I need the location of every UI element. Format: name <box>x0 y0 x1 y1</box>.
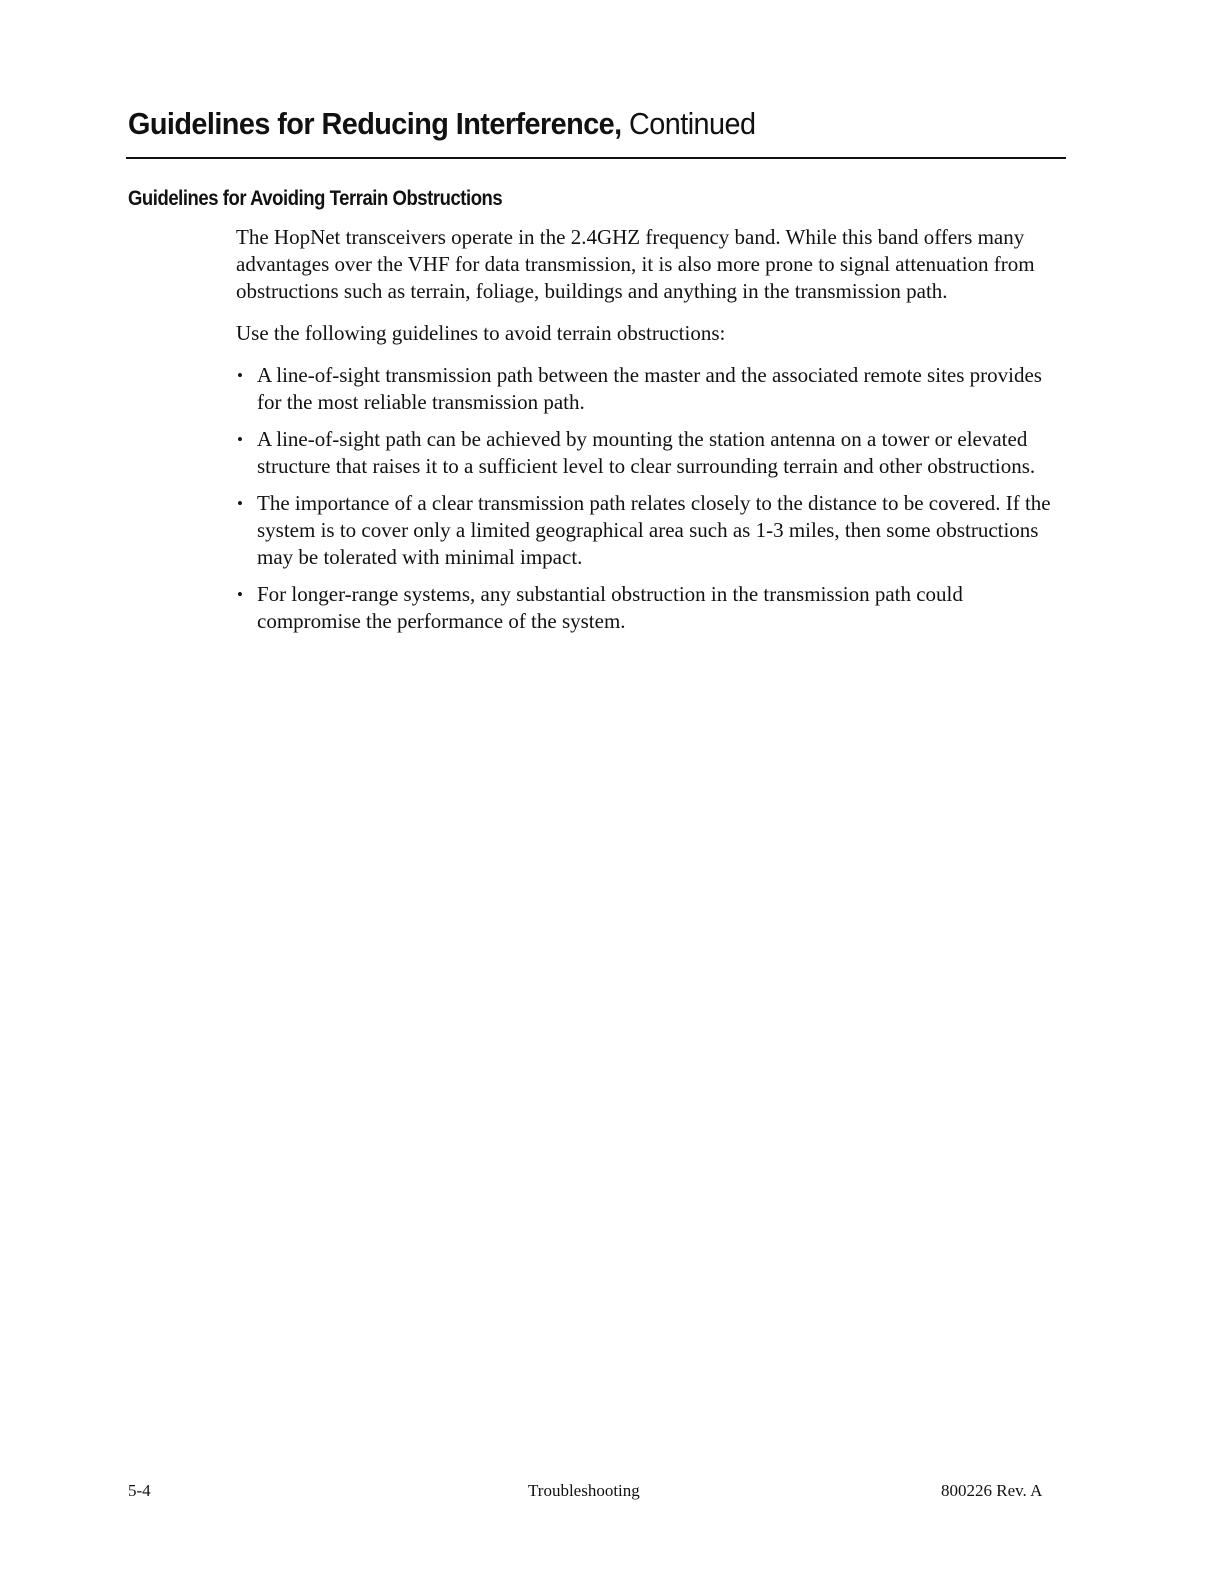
list-item-text: The importance of a clear transmission path relates closely to the distance to be covered. If the system is to cover only a limited geographical area such as 1-3 miles, then some obstructions may be tolerated with minimal impact. <box>257 491 1051 569</box>
list-item <box>236 490 1066 571</box>
title-divider <box>126 157 1066 159</box>
bullet-icon: • <box>237 494 243 513</box>
bullet-icon: • <box>237 430 243 449</box>
list-item-text: A line-of-sight transmission path between the master and the associated remote sites provides for the most reliable transmission path. <box>257 363 1042 414</box>
footer-chapter: Troubleshooting <box>528 1481 640 1500</box>
list-item <box>236 426 1066 480</box>
guideline-list <box>236 362 1066 635</box>
list-item <box>236 581 1066 635</box>
page-title <box>128 104 755 144</box>
lead-in-paragraph: Use the following guidelines to avoid terrain obstructions: <box>236 321 726 345</box>
page-title-continued: Continued <box>621 106 756 141</box>
list-item <box>236 362 1066 416</box>
section-heading: Guidelines for Avoiding Terrain Obstructions <box>128 187 503 210</box>
list-item-text: A line-of-sight path can be achieved by mounting the station antenna on a tower or elevated structure that raises it to a sufficient level to clear surrounding terrain and other obstructions. <box>257 427 1036 478</box>
list-item-text: For longer-range systems, any substantial obstruction in the transmission path could compromise the performance of the system. <box>257 582 963 633</box>
page-title-main: Guidelines for Reducing Interference, <box>128 106 622 141</box>
section-body <box>236 224 1066 645</box>
footer-page-number: 5-4 <box>128 1481 151 1500</box>
bullet-icon: • <box>237 366 243 385</box>
footer-document-id: 800226 Rev. A <box>941 1481 1043 1500</box>
bullet-icon: • <box>237 585 243 604</box>
intro-paragraph: The HopNet transceivers operate in the 2.4GHZ frequency band. While this band offers many advantages over the VHF for data transmission, it is also more prone to signal attenuation from obstructions such as terrain, foliage, buildings and anything in the transmission path. <box>236 225 1035 303</box>
